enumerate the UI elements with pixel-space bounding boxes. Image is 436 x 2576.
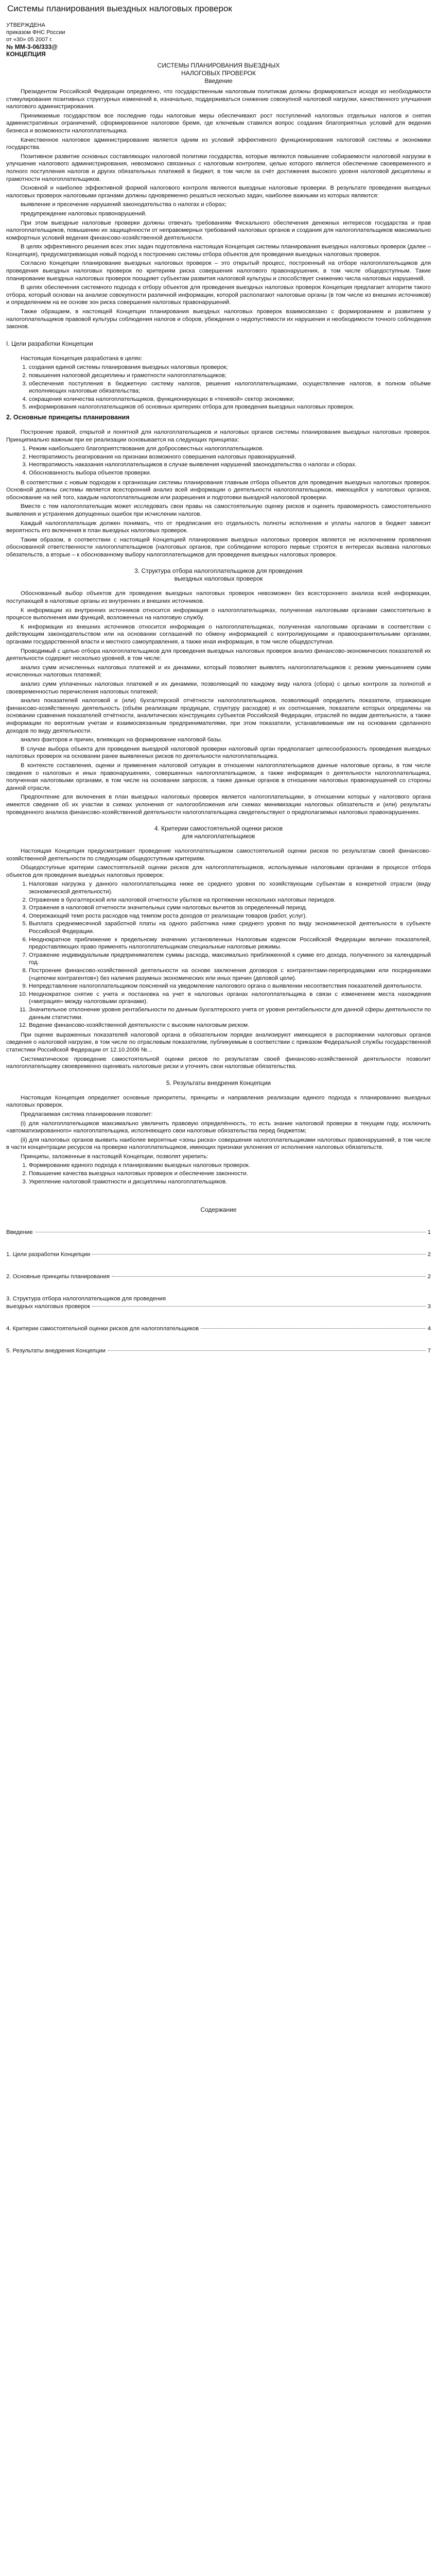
results-list (6, 1162, 431, 1185)
toc-page: 7 (427, 1348, 431, 1354)
paragraph: Настоящая Концепция предусматривает проведение налогоплательщиком самостоятельной оценки рисков по результатам своей финансово-хозяйственной деятельности по следующим общедоступным критериям. (6, 848, 431, 862)
list-item: 4. сокращения количества налогоплательщиков, функционирующих в «теневой» сектор экономики; (29, 396, 431, 403)
paragraph: К информации из внешних источников относится информация о налогоплательщиках, полученная налоговыми органами в соответствии с действующим законодательством или на основании соглашений по обмену информацией с контролирующими и правоохранительными органами, органами государственной власти и местного самоуправления, а также иная информация, в том числе общедоступная. (6, 623, 431, 646)
toc-leader (112, 1276, 426, 1277)
list-item: 1. Налоговая нагрузка у данного налогоплательщика ниже ее среднего уровня по хозяйствующим субъектам в конкретной отрасли (виду экономической деятельности). (29, 880, 431, 895)
intro-heading: Введение (204, 77, 233, 84)
section-4-title-line2: для налогоплательщиков (182, 833, 255, 840)
paragraph: анализ сумм уплаченных налоговых платежей и их динамики, позволяющий по каждому виду налога (сбора) с целью контроля за полнотой и своевременностью перечисления налоговых платежей; (6, 681, 431, 695)
paragraph: Каждый налогоплательщик должен понимать, что от предписания его отдельность полноты исполнения и уплаты налогов в бюджет зависит вероятность его включения в план выездных налоговых проверок. (6, 520, 431, 534)
paragraph: Качественное налоговое администрирование является одним из условий эффективного функционирования налоговой системы и экономики государства. (6, 137, 431, 151)
paragraph: В целях обеспечения системного подхода к отбору объектов для проведения выездных налоговых проверок Концепция предлагает алгоритм такого отбора, который основан на анализе совокупности различной информации, которой располагают налоговые органы (в том числе из внешних источников) и определением на ее основе зон риска совершения налоговых правонарушений. (6, 284, 431, 306)
criteria-list (6, 880, 431, 1029)
toc-leader (92, 1254, 425, 1255)
intro-section (6, 88, 431, 331)
paragraph: (i) для налогоплательщиков максимально увеличить правовую определённость, то есть знание налоговой проверки в текущем году, исключить «автоматизированного» налогоплательщика, исполняющего свои налоговые обязательства перед бюджетом; (6, 1120, 431, 1134)
section-3-title: 3. Структура отбора налогоплательщиков для проведения (134, 567, 303, 575)
paragraph: Настоящая Концепция определяет основные приоритеты, принципы и направления реализации единого подхода к планированию выездных налоговых проверок. (6, 1094, 431, 1109)
paragraph: Президентом Российской Федерации определено, что государственным налоговым политикам должны формироваться исходя из необходимости стимулирования позитивных структурных изменений в, изначально, поддерживаться снижение совокупной налоговой нагрузки, качественного улучшения налогового администрирования. (6, 89, 431, 110)
paragraph: Также обращаем, в настоящей Концепции планирования выездных налоговых проверок взаимосвязано с формированием и развитием у налогоплательщиков правовой культуры соблюдения налогов и сборов, убеждения о недопустимости их нарушения и необходимости точного соблюдения законов. (6, 309, 431, 330)
list-item: 12. Ведение финансово-хозяйственной деятельности с высоким налоговым риском. (29, 1022, 431, 1029)
goals-list (6, 364, 431, 411)
toc-page: 2 (427, 1251, 431, 1258)
paragraph: Согласно Концепции планирование выездных налоговых проверок – это открытый процесс, построенный на отборе налогоплательщиков для проведения выездных налоговых проверок по критериям риска совершения налогового правонарушения, в том числе общедоступным. Такие планирование выездных налоговых проверок поощряет субъектам развития налоговой культуры и способствует снижению числа налоговых нарушений. (6, 260, 431, 282)
list-item: 4. Опережающий темп роста расходов над темпом роста доходов от реализации товаров (работ, услуг). (29, 912, 431, 920)
paragraph: Предпочтение для включения в план выездных налоговых проверок является налогоплательщики, в отношении которых у налогового органа имеются сведения об их участии в схемах уклонения от налогообложения или схемах минимизации налоговых обязательств и (или) результаты проведенного анализа финансово-хозяйственной деятельности налогоплательщика свидетельствуют о предполагаемых налоговых правонарушениях. (6, 794, 431, 816)
list-item: 10. Неоднократное снятие с учета и постановка на учет в налоговых органах налогоплательщика в связи с изменением места нахождения («миграция» между налоговыми органами). (29, 991, 431, 1006)
list-item: 1. Формирование единого подхода к планированию выездных налоговых проверок. (29, 1162, 431, 1170)
list-item: 2. Повышение качества выездных налоговых проверок и обеспечение законности. (29, 1170, 431, 1178)
list-item: 1. Режим наибольшего благоприятствования для добросовестных налогоплательщиков. (29, 445, 431, 453)
section-2-title: 2. Основные принципы планирования (6, 413, 130, 421)
list-item: 3. обеспечения поступления в бюджетную систему налогов, решения налогоплательщиками, осуществление налогов, в полном объёме исполняющих налоговые обязательства; (29, 380, 431, 395)
concept-label: КОНЦЕПЦИЯ (6, 50, 46, 58)
list-item: 11. Значительное отклонение уровня рентабельности по данным бухгалтерского учета от уровня рентабельности для данной сферы деятельности по данным статистики. (29, 1006, 431, 1021)
paragraph: Позитивное развитие основных составляющих налоговой политики государства, которые являются повышение собираемости налоговой нагрузки в улучшение налогового администрирования, невозможно связанных с налоговым контролем, целью которого является обеспечение своевременного и полного поступления налогов и других обязательных платежей в бюджет, в том числе за счёт достижения высокого уровня налоговой дисциплины и грамотности налогоплательщиков. (6, 153, 431, 182)
toc-entry[interactable] (6, 1273, 431, 1281)
paragraph: Таким образом, в соответствии с настоящей Концепцией планирования выездных налоговых проверок является не исключением проявления обоснованной ответственности налогоплательщиков (налоговых органов, при соблюдении которого первые строятся в интересах вызвана налоговых обязательств, а вторые – к обоснованному выбору налогоплательщиков для проведения выездных налоговых проверок. (6, 536, 431, 558)
document-title: Системы планирования выездных налоговых проверок (7, 4, 232, 13)
toc-leader (201, 1328, 425, 1329)
paragraph: предупреждение налоговых правонарушений. (21, 210, 147, 217)
list-item: 9. Непредставление налогоплательщиком пояснений на уведомление налогового органа о выявлении несоответствия показателей деятельности. (29, 982, 431, 990)
approval-line: УТВЕРЖДЕНА (6, 22, 45, 28)
paragraph: В соответствии с новым подходом к организации системы планирования главным отбора объектов для проведения выездных налоговых проверок. Основной должны системы является всесторонний анализ всей информации о деятельности налогоплательщиков, имеющейся у налоговых органов, обоснование на ней того, каждым налогоплательщиком или разрешения и подготовки выездной налоговой проверки. (6, 479, 431, 501)
toc-page: 2 (427, 1274, 431, 1280)
paragraph: Систематическое проведение самостоятельной оценки рисков по результатам своей финансово-хозяйственной деятельности позволит налогоплательщику своевременно оценивать налоговые риски и уточнять свои налоговые обязательства. (6, 1056, 431, 1070)
list-item: 3. Укрепление налоговой грамотности и дисциплины налогоплательщиков. (29, 1178, 431, 1186)
paragraph: (ii) для налоговых органов выявить наиболее вероятные «зоны риска» совершения налогоплательщиками налоговых правонарушений, в том числе в части концентрации ресурсов на проверке налогоплательщиков, имеющих признаки уклонения от исполнения налоговых обязательств. (6, 1137, 431, 1151)
paragraph: Построение правой, открытой и понятной для налогоплательщиков и налоговых органов системы планирования выездных налоговых проверок. Принципиально важным при ее реализации основывается на следующих принципах: (6, 429, 431, 443)
paragraph: Общедоступные критерии самостоятельной оценки рисков для налогоплательщиков, используемые налоговыми органами в процессе отбора объектов для проведения выездных налоговых проверок: (6, 865, 431, 878)
list-item: 3. Отражение в налоговой отчетности значительных сумм налоговых вычетов за определенный период. (29, 904, 431, 912)
section-4-title: 4. Критерии самостоятельной оценки рисков (154, 825, 283, 833)
list-item: 1. создания единой системы планирования выездных налоговых проверок; (29, 364, 431, 371)
toc-entry[interactable] (6, 1251, 431, 1259)
list-item: 2. Отражение в бухгалтерской или налоговой отчетности убытков на протяжении нескольких налоговых периодов. (29, 896, 431, 904)
paragraph: Обоснованный выбор объектов для проведения выездных налоговых проверок невозможен без всестороннего анализа всей информации, поступающей в налоговые органы из внутренних и внешних источников. (6, 590, 431, 605)
list-item: 2. повышения налоговой дисциплины и грамотности налогоплательщиков; (29, 372, 431, 380)
paragraph: выявление и пресечение нарушений законодательства о налогах и сборах; (21, 201, 226, 208)
toc-leader (92, 1306, 426, 1307)
paragraph: Настоящая Концепция разработана в целях: (21, 355, 143, 362)
toc-label: 3. Структура отбора налогоплательщиков для проведения (6, 1296, 166, 1302)
list-item: 5. Выплата среднемесячной заработной платы на одного работника ниже среднего уровня по виду экономической деятельности в субъекте Российской Федерации. (29, 920, 431, 935)
section-5-title: 5. Результаты внедрения Концепции (166, 1079, 271, 1087)
list-item: 3. Неотвратимость наказания налогоплательщиков в случае выявления нарушений законодательства о налогах и сборах. (29, 461, 431, 469)
toc-title: Содержание (200, 1206, 237, 1214)
toc-entry[interactable] (6, 1325, 431, 1333)
section-1-title: I. Цели разработки Концепции (6, 340, 93, 347)
subtitle-line: НАЛОГОВЫХ ПРОВЕРОК (181, 70, 256, 77)
subtitle-line: СИСТЕМЫ ПЛАНИРОВАНИЯ ВЫЕЗДНЫХ (157, 62, 280, 69)
list-item: 8. Построение финансово-хозяйственной деятельности на основе заключения договоров с контрагентами-перепродавцами или посредниками («цепочки контрагентов») без наличия разумных экономических или иных причин (деловой цели). (29, 967, 431, 982)
table-of-contents (6, 1229, 431, 1355)
approval-line: приказом ФНС России (6, 29, 65, 36)
paragraph: анализ показателей налоговой и (или) бухгалтерской отчётности налогоплательщиков, позволяющий определить показатели, отражающие финансово-хозяйственную деятельность (объём реализации продукции, структуру расходов) и их соотношения, показатели которых определены на основании сравнения показателей отчётности, аналитических конструкциях субъектов Российской Федерации, отраслей по видам деятельности, а также информации по вероятным учетам и взаимосвязанным предпринимателями, при этом показатели, устанавливаемые им на основании сделанного доходов по виду деятельности. (6, 698, 431, 734)
toc-leader (108, 1350, 426, 1351)
paragraph: При оценке выраженных показателей налоговой органа в обязательном порядке анализируют имеющиеся в распоряжении налоговых органов сведения о налоговой нагрузке, в том числе по отраслевым показателям, публикуемым в соответствии с приказом Федеральной службы государственной статистики Российской Федерации от 12.10.2006 №... (6, 1031, 431, 1053)
section-3-title-line2: выездных налоговых проверок (174, 575, 263, 583)
toc-entry[interactable] (6, 1295, 431, 1303)
list-item: 4. Обоснованность выбора объектов проверки. (29, 469, 431, 477)
toc-entry-continuation[interactable] (6, 1303, 431, 1311)
toc-label: 4. Критерии самостоятельной оценки рисков для налогоплательщиков (6, 1326, 199, 1332)
paragraph: В целях эффективного решения всех этих задач подготовлена настоящая Концепция системы планирования выездных налоговых проверок (далее – Концепция), предусматривающая новый подход к построению системы отбора объектов для проведения выездных налоговых проверок. (6, 244, 431, 258)
paragraph: Принципы, заложенные в настоящей Концепции, позволят укрепить: (21, 1153, 208, 1160)
toc-label: Введение (6, 1229, 33, 1236)
paragraph: анализ факторов и причин, влияющих на формирование налоговой базы. (21, 737, 222, 743)
list-item: 2. Неотвратимость реагирования на признаки возможного совершения налоговых правонарушений. (29, 453, 431, 461)
paragraph: Вместе с тем налогоплательщик может исследовать свои правы на самостоятельную оценку рисков и оценить правомерность самостоятельного выявления и устранения допущенных ошибок при исчислении налогов. (6, 503, 431, 517)
paragraph: В случае выбора объекта для проведения выездной налоговой проверки налоговый орган предполагает целесообразность проведения выездных налоговых проверок на основании ранее выявленных рисков по деятельности налогоплательщика. (6, 745, 431, 760)
paragraph: В контексте составления, оценки и применения налоговой ситуации в отношении налогоплательщиков данные налоговые органы, в том числе сведения о налоговых и иных правонарушениях, совершенных налогоплательщиком, а также информация о деятельности налогоплательщика, полученная налоговыми органами, в том числе на основании запросов, а также данные органов в отношении налоговых правонарушений со стороны данной отрасли. (6, 762, 431, 791)
toc-label: 2. Основные принципы планирования (6, 1274, 110, 1280)
toc-entry[interactable] (6, 1229, 431, 1236)
approval-number: № ММ-3-06/333@ (6, 43, 58, 50)
paragraph: К информации из внутренних источников относится информация о налогоплательщиках, полученная налоговыми органами самостоятельно в процессе выполнения ими функций, возложенных на налоговую службу. (6, 607, 431, 621)
toc-entry[interactable] (6, 1347, 431, 1355)
toc-label: выездных налоговых проверок (6, 1303, 91, 1310)
toc-label: 5. Результаты внедрения Концепции (6, 1348, 106, 1354)
paragraph: анализ сумм исчисленных налоговых платежей и их динамики, который позволяет выявлять налогоплательщиков с резким уменьшением сумм исчисленных налоговых платежей; (6, 664, 431, 679)
principles-list (6, 445, 431, 477)
toc-page: 1 (427, 1229, 431, 1236)
paragraph: Проводимый с целью отбора налогоплательщиков для проведения выездных налоговых проверок анализ финансово-экономических показателей их деятельности содержит несколько уровней, в том числе: (6, 648, 431, 662)
paragraph: Основной и наиболее эффективной формой налогового контроля являются выездные налоговые проверки. В результате проведения выездных налоговых проверок налоговыми органами должны одновременно решаться несколько задач, наиболее важными из которых являются: (6, 185, 431, 199)
paragraph: При этом выездные налоговые проверки должны отвечать требованиям Фискального обеспечения денежных интересов государства и прав налогоплательщиков, повышению их защищённости от неправомерных требований налоговых органов и создания для налогоплательщиков максимально комфортных условий ведения финансово-хозяйственной деятельности. (6, 219, 431, 241)
paragraph: Принимаемые государством все последние годы налоговые меры обеспечивают рост поступлений налоговых отдельных налогов и снятия административных ограничений, сформированное налоговое бремя, где ключевым ставился вопрос создания благоприятных условий для ведения бизнеса и возможности налогоплательщика. (6, 112, 431, 134)
approval-line: от «30» 05 2007 г. (6, 37, 53, 43)
toc-page: 3 (427, 1303, 431, 1310)
list-item: 5. информирования налогоплательщиков об основных критериях отбора для проведения выездных налоговых проверок. (29, 403, 431, 411)
toc-page: 4 (427, 1326, 431, 1332)
toc-label: 1. Цели разработки Концепции (6, 1251, 91, 1258)
list-item: 6. Неоднократное приближение к предельному значению установленных Налоговым кодексом Российской Федерации величин показателей, предоставляющих право применять налогоплательщикам специальные налоговые режимы. (29, 936, 431, 951)
paragraph: Предлагаемая система планирования позволит: (21, 1111, 153, 1117)
list-item: 7. Отражение индивидуальным предпринимателем суммы расхода, максимально приближенной к сумме его дохода, полученного за календарный год. (29, 952, 431, 967)
